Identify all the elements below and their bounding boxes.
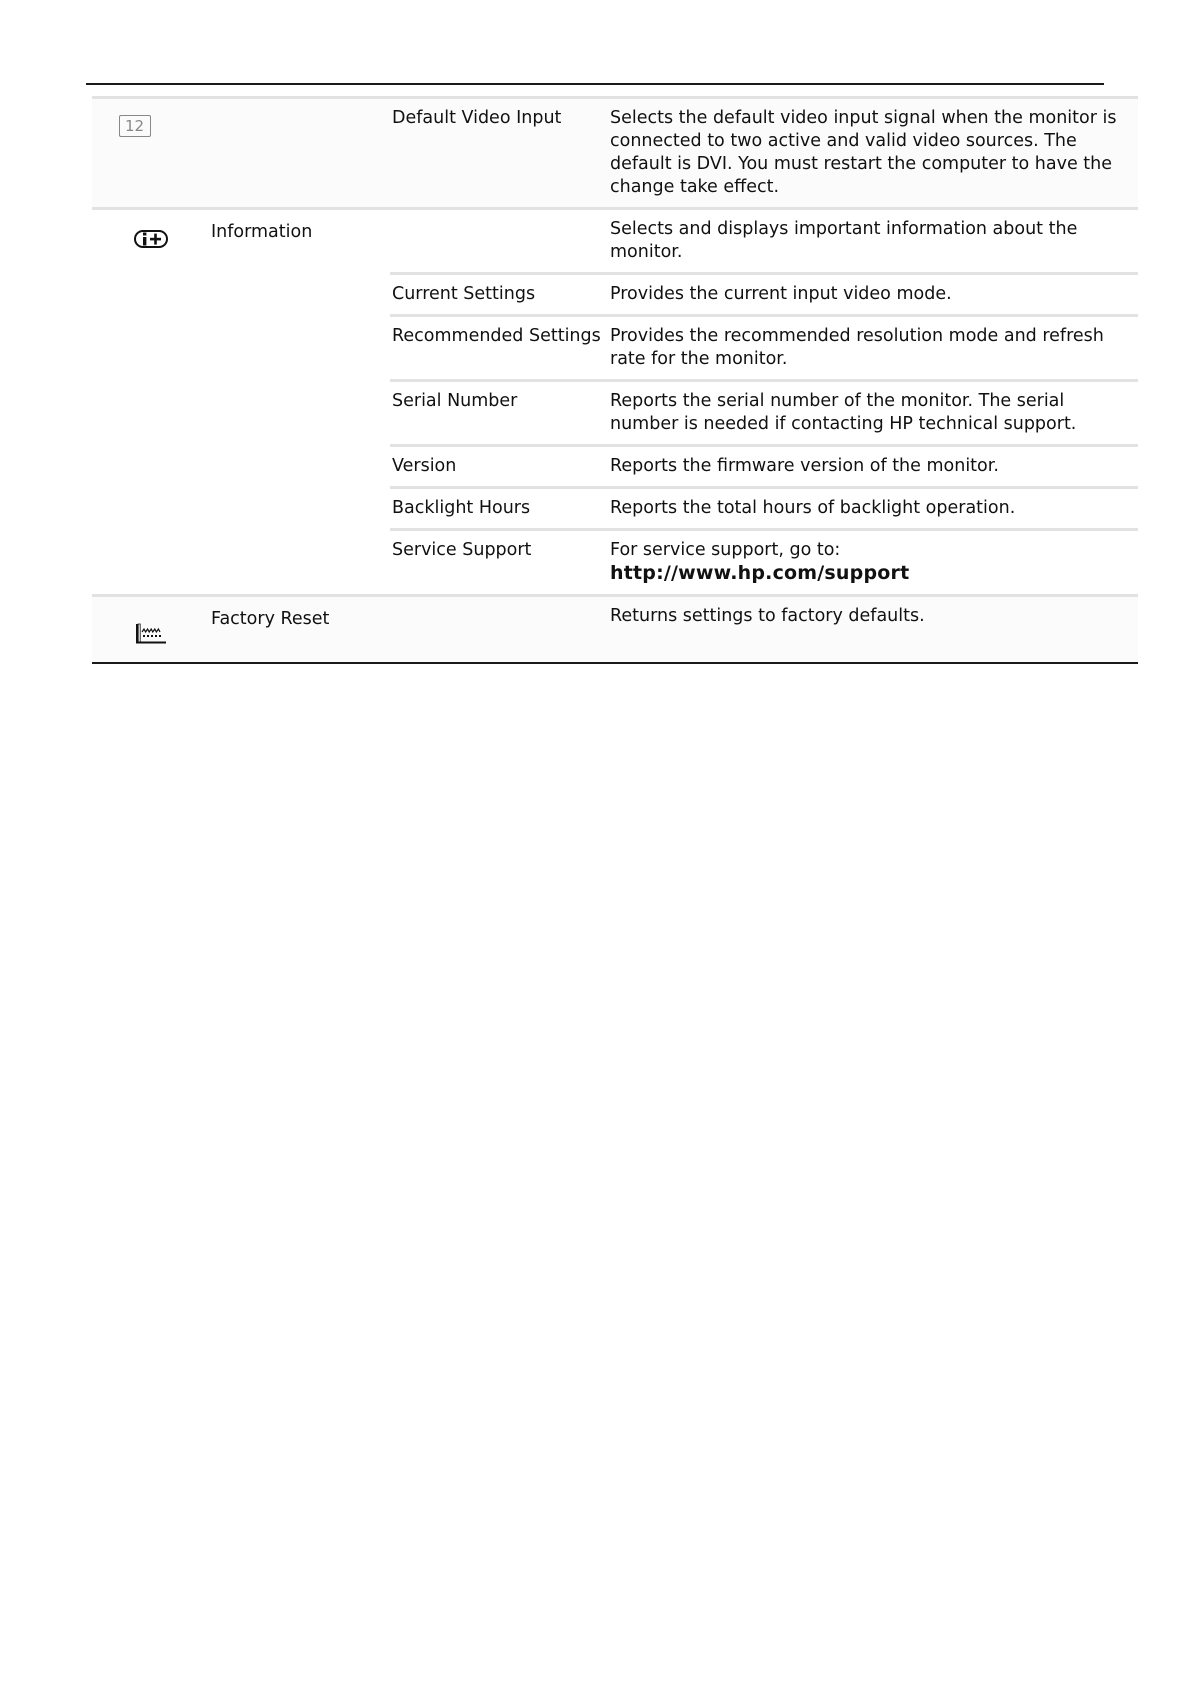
submenu-label (390, 596, 608, 664)
table-row (92, 98, 1138, 209)
description: Reports the total hours of backlight operation. (608, 488, 1138, 530)
osd-menu-table (92, 96, 1138, 664)
menu-label (209, 98, 390, 209)
submenu-label: Default Video Input (390, 98, 608, 209)
menu-label: Factory Reset (209, 596, 390, 664)
description (608, 530, 1138, 596)
top-rule (86, 83, 1104, 85)
table-row (92, 381, 1138, 446)
table-row (92, 530, 1138, 596)
description: Provides the current input video mode. (608, 274, 1138, 316)
table-row (92, 316, 1138, 381)
description: Selects the default video input signal when the monitor is connected to two active and valid video sources. The default is DVI. You must restart the computer to have the change take effect. (608, 98, 1138, 209)
description: Selects and displays important information about the monitor. (608, 209, 1138, 274)
table-row (92, 274, 1138, 316)
input-12-icon: 12 (119, 115, 151, 137)
submenu-label: Current Settings (390, 274, 608, 316)
submenu-label: Backlight Hours (390, 488, 608, 530)
icon-cell (92, 98, 209, 209)
table-row (92, 209, 1138, 274)
description: Returns settings to factory defaults. (608, 596, 1138, 664)
submenu-label: Recommended Settings (390, 316, 608, 381)
table-row (92, 596, 1138, 664)
information-icon (133, 228, 169, 257)
table-row (92, 446, 1138, 488)
factory-reset-icon (134, 621, 168, 652)
submenu-label: Version (390, 446, 608, 488)
table-row (92, 488, 1138, 530)
description-text: For service support, go to: (610, 540, 841, 560)
icon-cell (92, 209, 209, 274)
submenu-label: Serial Number (390, 381, 608, 446)
description: Reports the serial number of the monitor. The serial number is needed if contacting HP technical support. (608, 381, 1138, 446)
submenu-label: Service Support (390, 530, 608, 596)
icon-cell (92, 596, 209, 664)
support-link[interactable]: http://www.hp.com/support (610, 562, 910, 584)
menu-label: Information (209, 209, 390, 274)
description: Provides the recommended resolution mode and refresh rate for the monitor. (608, 316, 1138, 381)
submenu-label (390, 209, 608, 274)
description: Reports the firmware version of the monitor. (608, 446, 1138, 488)
